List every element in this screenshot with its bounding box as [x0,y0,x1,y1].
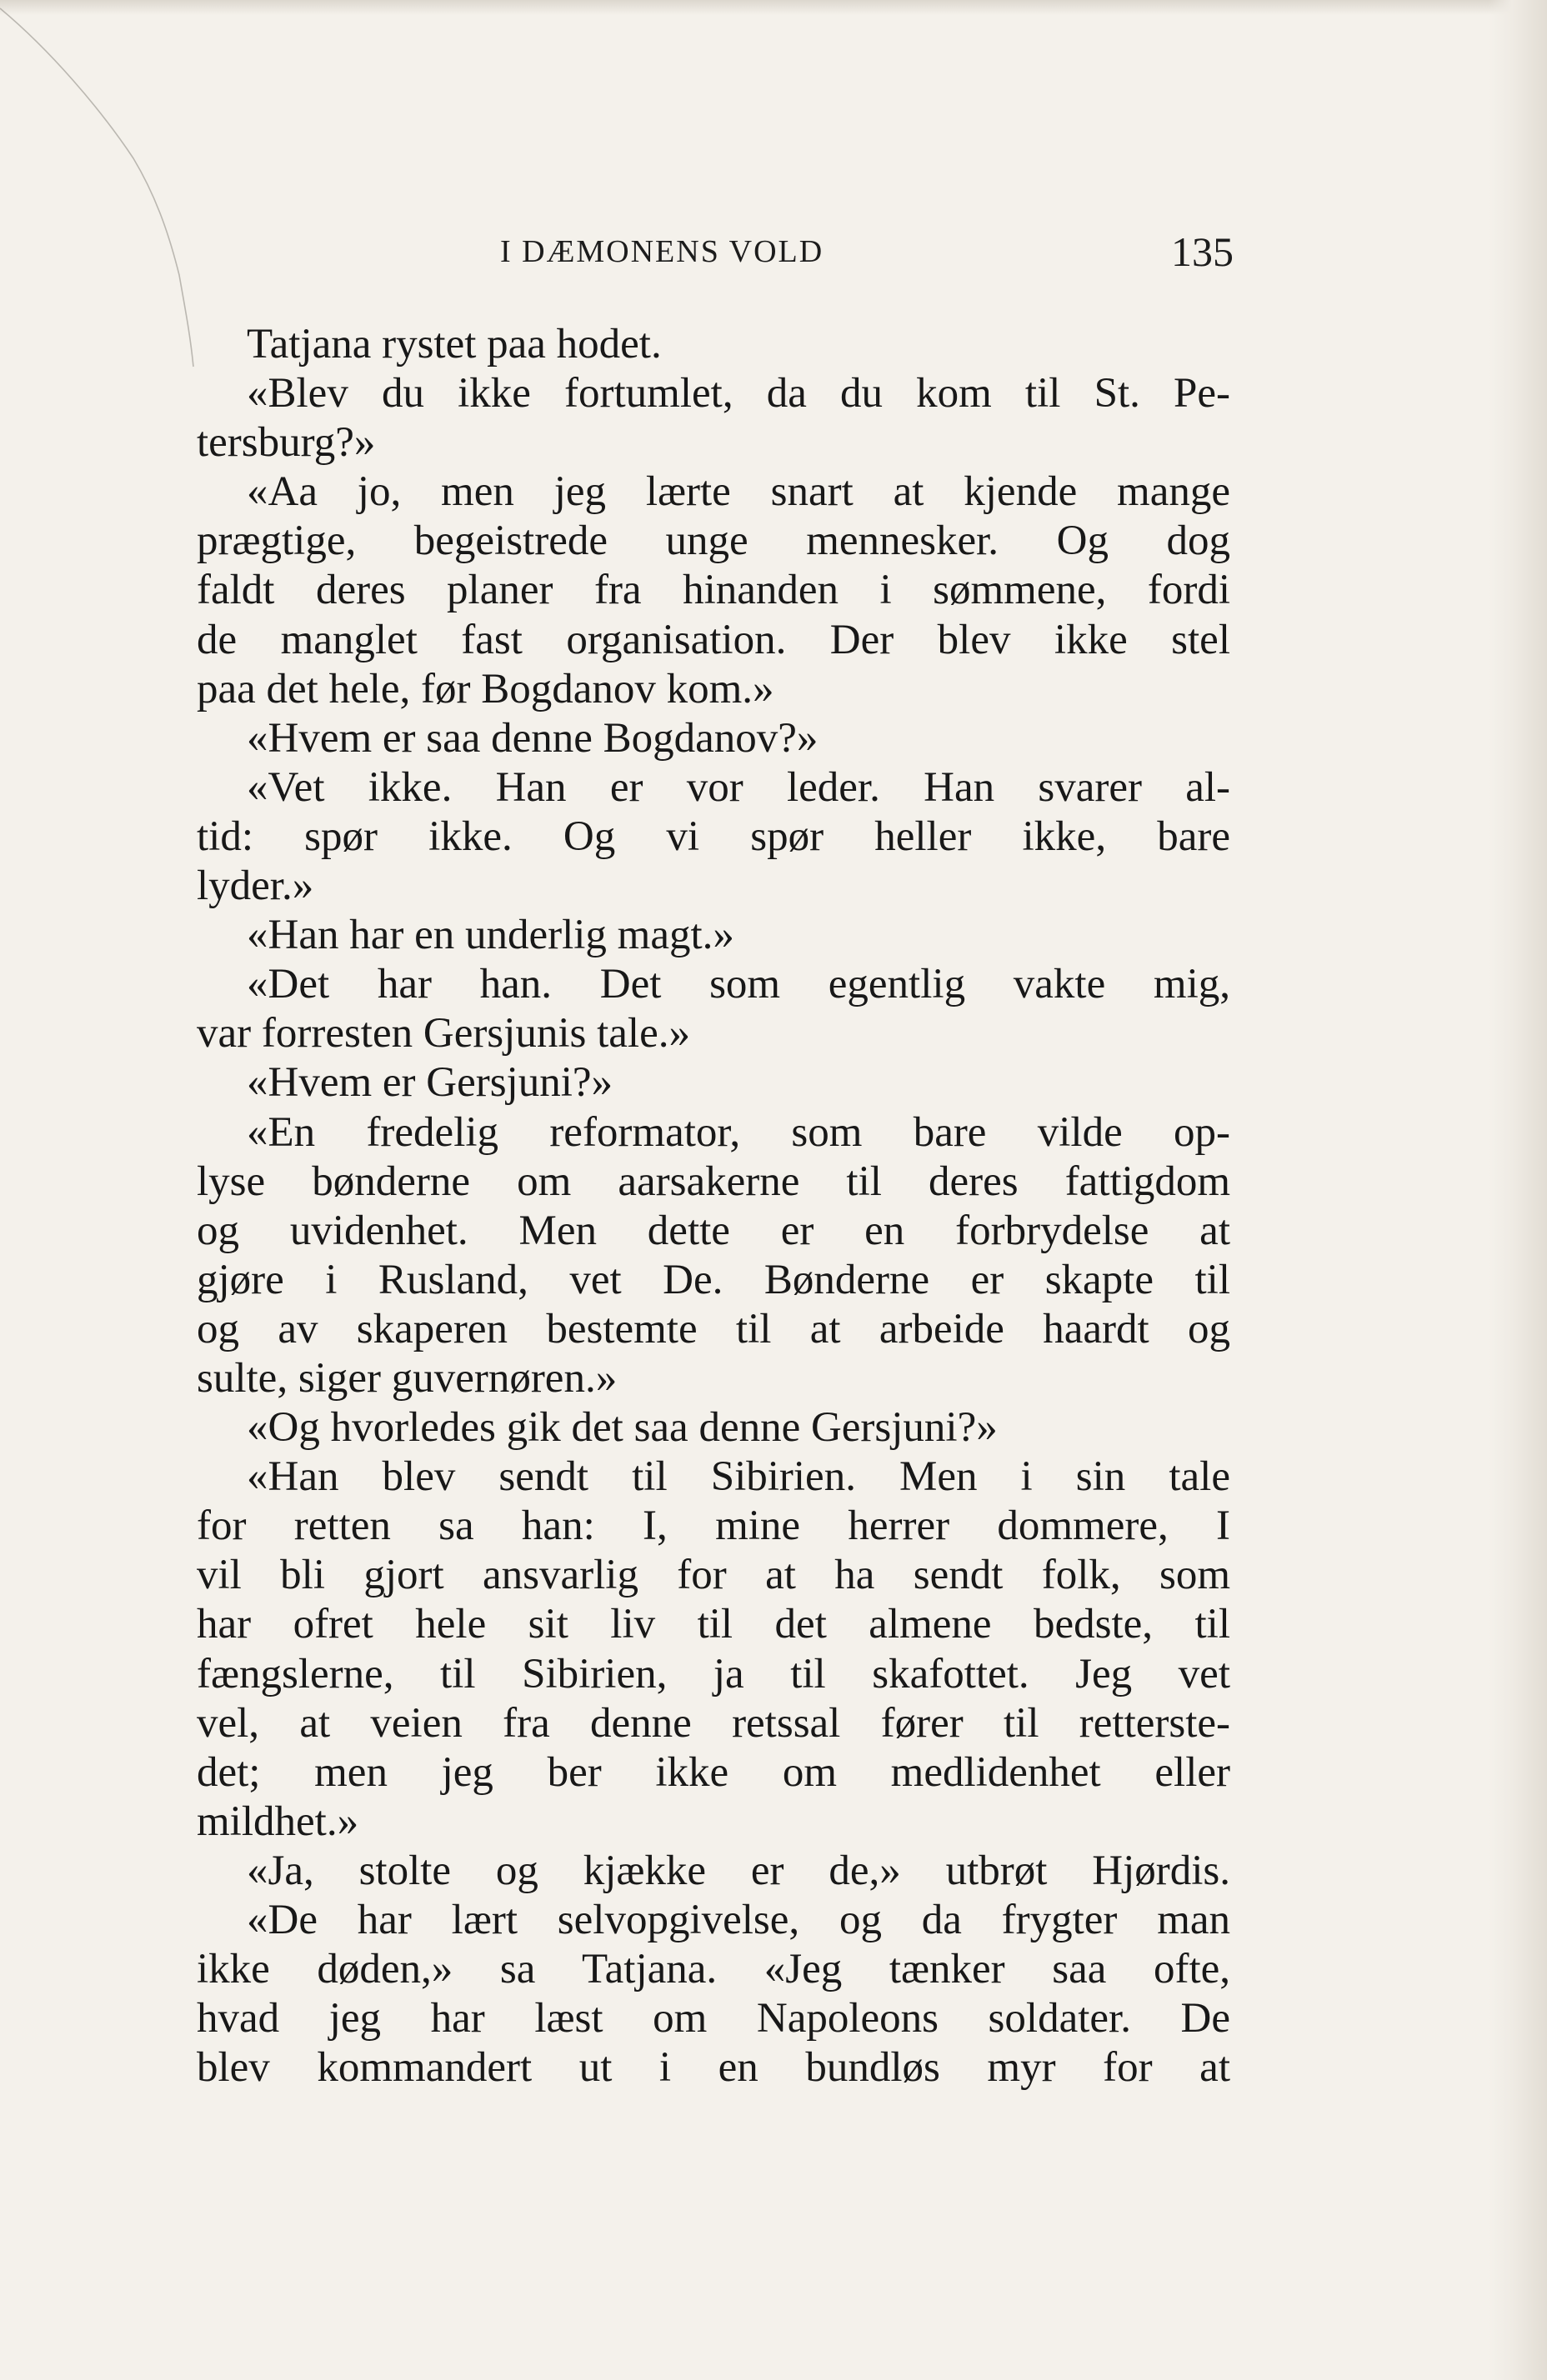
text-line: og uvidenhet. Men dette er en forbrydelse at [197,1207,1230,1254]
text-line: «Og hvorledes gik det saa denne Gersjuni?» [247,1404,998,1452]
text-line: tersburg?» [197,419,376,467]
text-line: hvad jeg har læst om Napoleons soldater. De [197,1995,1230,2042]
text-line: «Ja, stolte og kjække er de,» utbrøt Hjørdis. [247,1847,1230,1894]
text-line: vil bli gjort ansvarlig for at ha sendt folk, som [197,1552,1230,1599]
text-line: gjøre i Rusland, vet De. Bønderne er skapte til [197,1256,1230,1303]
text-line: «Han blev sendt til Sibirien. Men i sin tale [247,1453,1230,1501]
body-text [197,320,1230,2092]
text-line: de manglet fast organisation. Der blev ikke stel [197,616,1230,663]
text-line: Tatjana rystet paa hodet. [247,321,662,368]
text-line: «De har lært selvopgivelse, og da frygter man [247,1897,1230,1943]
text-line: «Blev du ikke fortumlet, da du kom til St. Pe- [247,370,1230,418]
text-line: paa det hele, før Bogdanov kom.» [197,665,774,712]
text-line: ikke døden,» sa Tatjana. «Jeg tænker saa ofte, [197,1946,1230,1993]
text-line: mildhet.» [197,1798,359,1845]
page-header [500,227,1234,277]
text-line: lyder.» [197,862,314,910]
text-line: var forresten Gersjunis tale.» [197,1010,690,1058]
text-line: prægtige, begeistrede unge mennesker. Og dog [197,518,1230,565]
text-line: «Aa jo, men jeg lærte snart at kjende mange [247,468,1230,516]
text-line: «Vet ikke. Han er vor leder. Han svarer al- [247,763,1230,811]
page-number: 135 [1171,228,1234,275]
text-line: faldt deres planer fra hinanden i sømmene, fordi [197,567,1230,614]
page-right-edge-shadow [1489,0,1547,2380]
text-line: og av skaperen bestemte til at arbeide haardt og [197,1305,1230,1352]
text-line: blev kommandert ut i en bundløs myr for at [197,2044,1230,2092]
text-line: for retten sa han: I, mine herrer dommere, I [197,1502,1230,1550]
text-line: tid: spør ikke. Og vi spør heller ikke, bare [197,812,1230,860]
text-line: «En fredelig reformator, som bare vilde op- [247,1108,1230,1156]
text-line: «Det har han. Det som egentlig vakte mig, [247,961,1230,1008]
text-line: det; men jeg ber ikke om medlidenhet eller [197,1748,1230,1796]
text-line: sulte, siger guvernøren.» [197,1354,618,1402]
text-line: har ofret hele sit liv til det almene bedste, til [197,1601,1230,1648]
text-line: «Hvem er Gersjuni?» [247,1059,613,1107]
running-title: I DÆMONENS VOLD [500,234,824,269]
text-line: «Han har en underlig magt.» [247,912,734,959]
text-line: «Hvem er saa denne Bogdanov?» [247,714,819,762]
text-line: lyse bønderne om aarsakerne til deres fattigdom [197,1158,1230,1205]
text-line: vel, at veien fra denne retssal fører til retterste- [197,1699,1230,1747]
text-line: fængslerne, til Sibirien, ja til skafottet. Jeg vet [197,1650,1230,1698]
